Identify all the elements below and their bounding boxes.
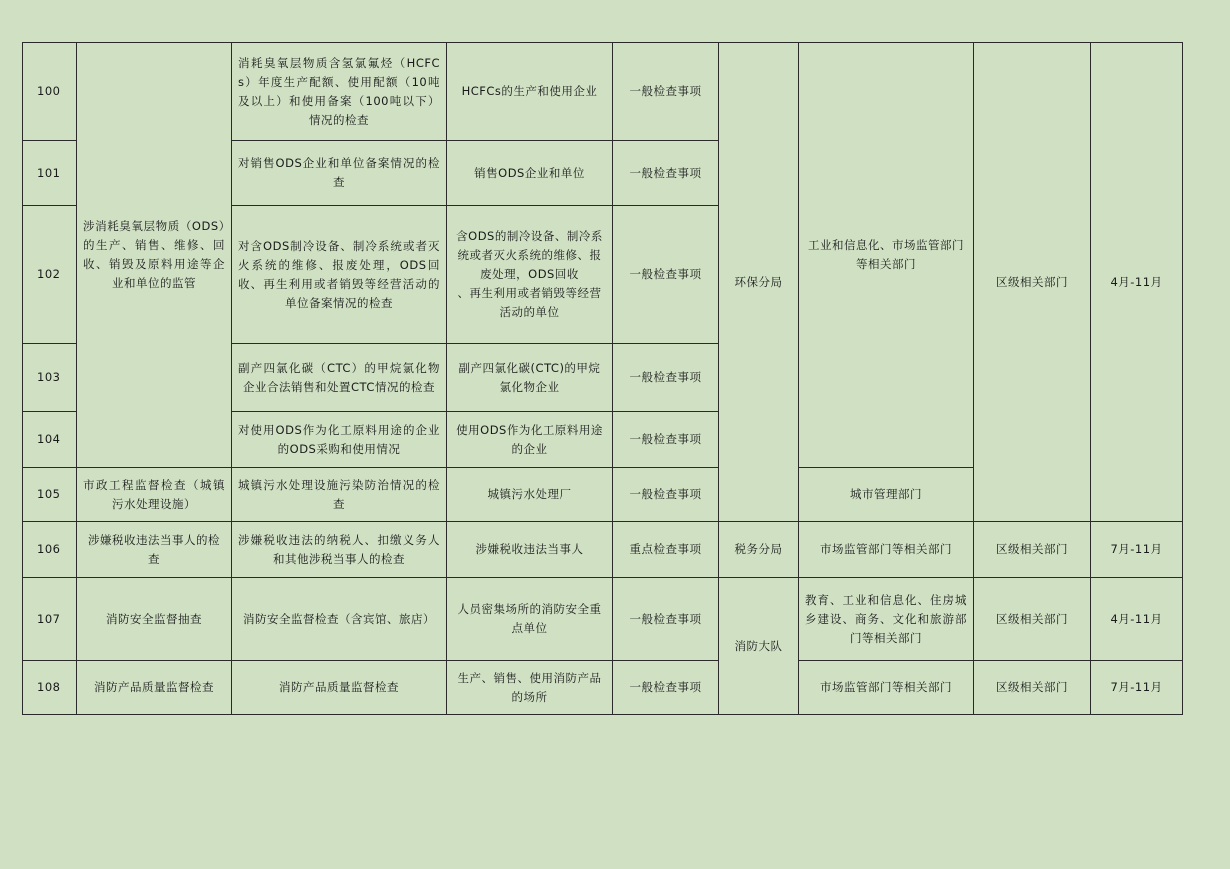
inspection-category: 一般检查事项 <box>613 412 719 468</box>
inspection-target: 城镇污水处理厂 <box>447 468 613 522</box>
inspection-category: 一般检查事项 <box>613 468 719 522</box>
inspection-table <box>22 42 1183 715</box>
supervision-scope: 涉嫌税收违法当事人的检查 <box>77 522 232 578</box>
inspection-target: 使用ODS作为化工原料用途的企业 <box>447 412 613 468</box>
inspection-item: 消防安全监督检查（含宾馆、旅店） <box>232 578 447 661</box>
inspection-category: 一般检查事项 <box>613 578 719 661</box>
table-row <box>23 522 1183 578</box>
inspection-target: 销售ODS企业和单位 <box>447 141 613 206</box>
row-number: 105 <box>23 468 77 522</box>
inspection-item: 消耗臭氧层物质含氢氯氟烃（HCFCs）年度生产配额、使用配额（10吨及以上）和使用备案（100吨以下）情况的检查 <box>232 43 447 141</box>
table-row <box>23 661 1183 715</box>
row-number: 108 <box>23 661 77 715</box>
inspection-item: 副产四氯化碳（CTC）的甲烷氯化物企业合法销售和处置CTC情况的检查 <box>232 344 447 412</box>
level: 区级相关部门 <box>974 578 1091 661</box>
inspection-item: 对使用ODS作为化工原料用途的企业的ODS采购和使用情况 <box>232 412 447 468</box>
inspection-category: 一般检查事项 <box>613 43 719 141</box>
inspection-item: 城镇污水处理设施污染防治情况的检查 <box>232 468 447 522</box>
level: 区级相关部门 <box>974 43 1091 522</box>
row-number: 101 <box>23 141 77 206</box>
table-row <box>23 43 1183 141</box>
partner-departments: 工业和信息化、市场监管部门等相关部门 <box>799 43 974 468</box>
table-row <box>23 578 1183 661</box>
inspection-period: 4月-11月 <box>1091 578 1183 661</box>
inspection-target: 人员密集场所的消防安全重点单位 <box>447 578 613 661</box>
partner-departments: 市场监管部门等相关部门 <box>799 661 974 715</box>
row-number: 103 <box>23 344 77 412</box>
row-number: 100 <box>23 43 77 141</box>
inspection-category: 一般检查事项 <box>613 141 719 206</box>
inspection-category: 一般检查事项 <box>613 206 719 344</box>
inspection-category: 一般检查事项 <box>613 344 719 412</box>
inspection-target: HCFCs的生产和使用企业 <box>447 43 613 141</box>
level: 区级相关部门 <box>974 522 1091 578</box>
partner-departments: 市场监管部门等相关部门 <box>799 522 974 578</box>
partner-departments: 教育、工业和信息化、住房城乡建设、商务、文化和旅游部门等相关部门 <box>799 578 974 661</box>
partner-departments: 城市管理部门 <box>799 468 974 522</box>
inspection-item: 对含ODS制冷设备、制冷系统或者灭火系统的维修、报废处理，ODS回收、再生利用或者销毁等经营活动的单位备案情况的检查 <box>232 206 447 344</box>
inspection-period: 7月-11月 <box>1091 522 1183 578</box>
supervision-scope: 消防安全监督抽查 <box>77 578 232 661</box>
row-number: 104 <box>23 412 77 468</box>
inspection-item: 涉嫌税收违法的纳税人、扣缴义务人和其他涉税当事人的检查 <box>232 522 447 578</box>
lead-department: 税务分局 <box>719 522 799 578</box>
inspection-item: 对销售ODS企业和单位备案情况的检查 <box>232 141 447 206</box>
level: 区级相关部门 <box>974 661 1091 715</box>
row-number: 106 <box>23 522 77 578</box>
row-number: 107 <box>23 578 77 661</box>
inspection-item: 消防产品质量监督检查 <box>232 661 447 715</box>
inspection-target: 涉嫌税收违法当事人 <box>447 522 613 578</box>
inspection-period: 4月-11月 <box>1091 43 1183 522</box>
supervision-scope: 市政工程监督检查（城镇污水处理设施） <box>77 468 232 522</box>
inspection-target: 副产四氯化碳(CTC)的甲烷氯化物企业 <box>447 344 613 412</box>
inspection-period: 7月-11月 <box>1091 661 1183 715</box>
inspection-category: 重点检查事项 <box>613 522 719 578</box>
inspection-target: 含ODS的制冷设备、制冷系统或者灭火系统的维修、报废处理，ODS回收 、再生利用或者销毁等经营活动的单位 <box>447 206 613 344</box>
lead-department: 消防大队 <box>719 578 799 715</box>
supervision-scope: 消防产品质量监督检查 <box>77 661 232 715</box>
inspection-target: 生产、销售、使用消防产品的场所 <box>447 661 613 715</box>
lead-department: 环保分局 <box>719 43 799 522</box>
inspection-category: 一般检查事项 <box>613 661 719 715</box>
supervision-scope: 涉消耗臭氧层物质（ODS）的生产、销售、维修、回收、销毁及原料用途等企业和单位的监管 <box>77 43 232 468</box>
row-number: 102 <box>23 206 77 344</box>
